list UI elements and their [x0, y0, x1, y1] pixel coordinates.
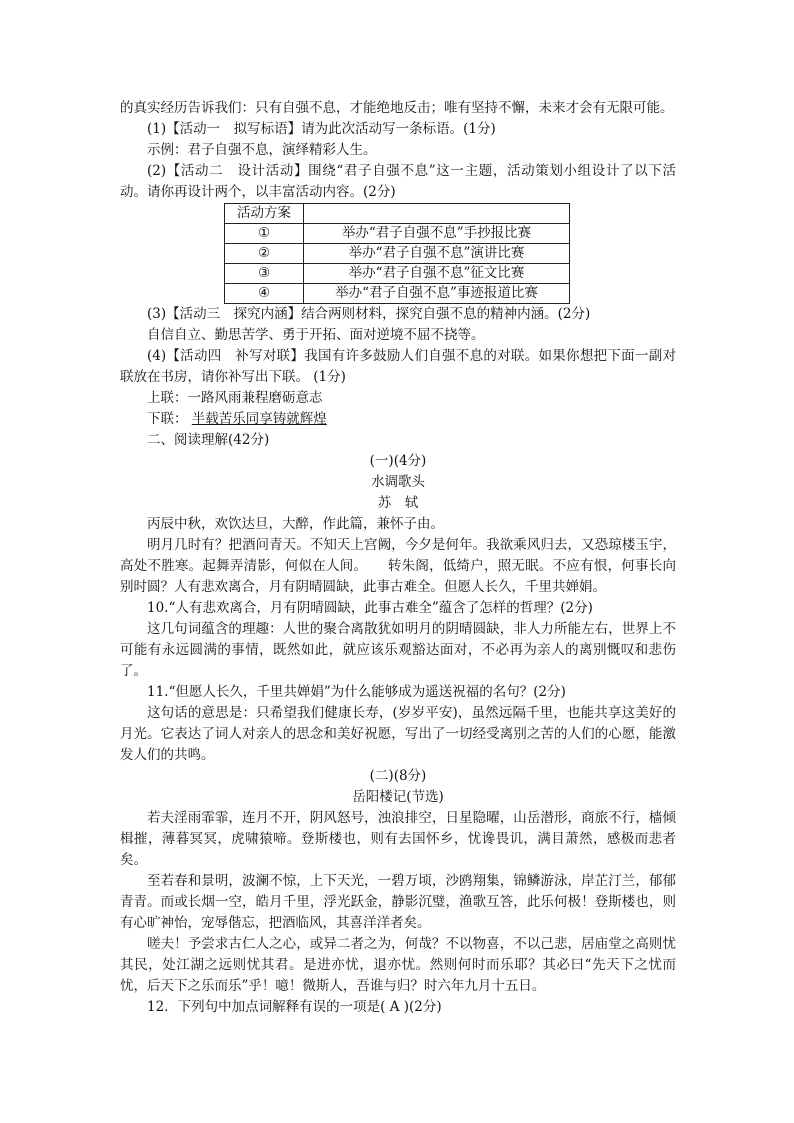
- essay-paragraph-1: 若夫淫雨霏霏，连月不开，阴风怒号，浊浪排空，日星隐曜，山岳潜形，商旅不行，樯倾楫摧，薄暮冥冥，虎啸猿啼。登斯楼也，则有去国怀乡，忧谗畏讥，满目萧然，感极而悲者矣。: [120, 810, 676, 868]
- table-row-text: 举办“君子自强不息”征文比赛: [304, 264, 570, 284]
- section-heading: 二、阅读理解(42分): [147, 432, 270, 448]
- table-row: [225, 284, 570, 304]
- table-row: [225, 264, 570, 284]
- table-row: [225, 224, 570, 244]
- couplet-upper-label: 上联：: [147, 390, 188, 406]
- table-row-number: ③: [225, 264, 304, 284]
- couplet-lower: [120, 409, 676, 430]
- table-header-empty: [304, 204, 570, 224]
- poem-body: 明月几时有？把酒问青天。不知天上宫阙，今夕是何年。我欲乘风归去，又恐琼楼玉宇，高处不胜寒。起舞弄清影，何似在人间。 转朱阁，低绮户，照无眠。不应有恨，何事长向别时圆？人有悲欢离合，月有阴晴圆缺，此事古难全。但愿人长久，千里共婵娟。: [120, 537, 676, 595]
- couplet-lower-text: 半载苦乐同享铸就辉煌: [191, 411, 327, 427]
- poem-author: 苏 轼: [377, 495, 419, 511]
- activity2-question: (2)【活动二 设计活动】围绕“君子自强不息”这一主题，活动策划小组设计了以下活动。请你再设计两个，以丰富活动内容。(2分): [120, 163, 676, 200]
- essay-paragraph-3: 嗟夫！予尝求古仁人之心，或异二者之为，何哉？不以物喜，不以己悲，居庙堂之高则忧其民，处江湖之远则忧其君。是进亦忧，退亦忧。然则何时而乐耶？其必曰“先天下之忧而忧，后天下之乐而乐”乎！噫！微斯人，吾谁与归？时六年九月十五日。: [120, 936, 676, 994]
- table-header-cell: 活动方案: [225, 204, 304, 224]
- part1-heading: (一)(4分): [369, 453, 427, 469]
- part2-heading: (二)(8分): [369, 768, 427, 784]
- couplet-lower-label: 下联：: [147, 411, 188, 427]
- answer-10: 这几句词蕴含的理趣：人世的聚合离散犹如明月的阴晴圆缺，非人力所能左右，世界上不可能有永远圆满的事情，既然如此，就应该乐观豁达面对，不必再为亲人的离别慨叹和悲伤了。: [120, 621, 676, 679]
- table-row: [225, 244, 570, 264]
- poem-title: 水调歌头: [371, 474, 425, 490]
- activity4-question: (4)【活动四 补写对联】我国有许多鼓励人们自强不息的对联。如果你想把下面一副对联放在书房，请你补写出下联。 (1分): [120, 348, 676, 385]
- essay-title: 岳阳楼记(节选): [352, 789, 444, 805]
- table-row-text: 举办“君子自强不息”事迹报道比赛: [304, 284, 570, 304]
- activity3-question: (3)【活动三 探究内涵】结合两则材料，探究自强不息的精神内涵。(2分): [147, 306, 591, 322]
- table-row-text: 举办“君子自强不息”演讲比赛: [304, 244, 570, 264]
- activity1-question: (1)【活动一 拟写标语】请为此次活动写一条标语。(1分): [147, 121, 496, 137]
- table-row-number: ④: [225, 284, 304, 304]
- question-11: 11.“但愿人长久，千里共婵娟”为什么能够成为遥送祝福的名句？(2分): [147, 684, 566, 700]
- couplet-upper-text: 一路风雨兼程磨砺意志: [187, 390, 323, 406]
- question-12: 12．下列句中加点词解释有误的一项是( A )(2分): [147, 999, 442, 1015]
- activity1-answer: 示例：君子自强不息，演绎精彩人生。: [147, 142, 377, 158]
- table-header-row: [225, 204, 570, 224]
- intro-tail: 的真实经历告诉我们：只有自强不息，才能绝地反击；唯有坚持不懈，未来才会有无限可能。: [120, 100, 674, 116]
- table-row-number: ②: [225, 244, 304, 264]
- poem-preface: 丙辰中秋，欢饮达旦，大醉，作此篇，兼怀子由。: [147, 516, 444, 532]
- essay-paragraph-2: 至若春和景明，波澜不惊，上下天光，一碧万顷，沙鸥翔集，锦鳞游泳，岸芷汀兰，郁郁青青。而或长烟一空，皓月千里，浮光跃金，静影沉璧，渔歌互答，此乐何极！登斯楼也，则有心旷神怡，宠辱偕忘，把酒临风，其喜洋洋者矣。: [120, 873, 676, 931]
- activity3-answer: 自信自立、勤思苦学、勇于开拓、面对逆境不屈不挠等。: [147, 327, 485, 343]
- table-row-text: 举办“君子自强不息”手抄报比赛: [304, 224, 570, 244]
- couplet-upper: [120, 388, 676, 409]
- document-page: [120, 98, 676, 1018]
- answer-11: 这句话的意思是：只希望我们健康长寿，(岁岁平安)，虽然远隔千里，也能共享这美好的月光。它表达了词人对亲人的思念和美好祝愿，写出了一切经受离别之苦的人们的心愿，能激发人们的共鸣。: [120, 705, 676, 763]
- table-row-number: ①: [225, 224, 304, 244]
- question-10: 10.“人有悲欢离合，月有阴晴圆缺，此事古难全”蕴含了怎样的哲理？(2分): [147, 600, 593, 616]
- activity-table: [224, 203, 570, 304]
